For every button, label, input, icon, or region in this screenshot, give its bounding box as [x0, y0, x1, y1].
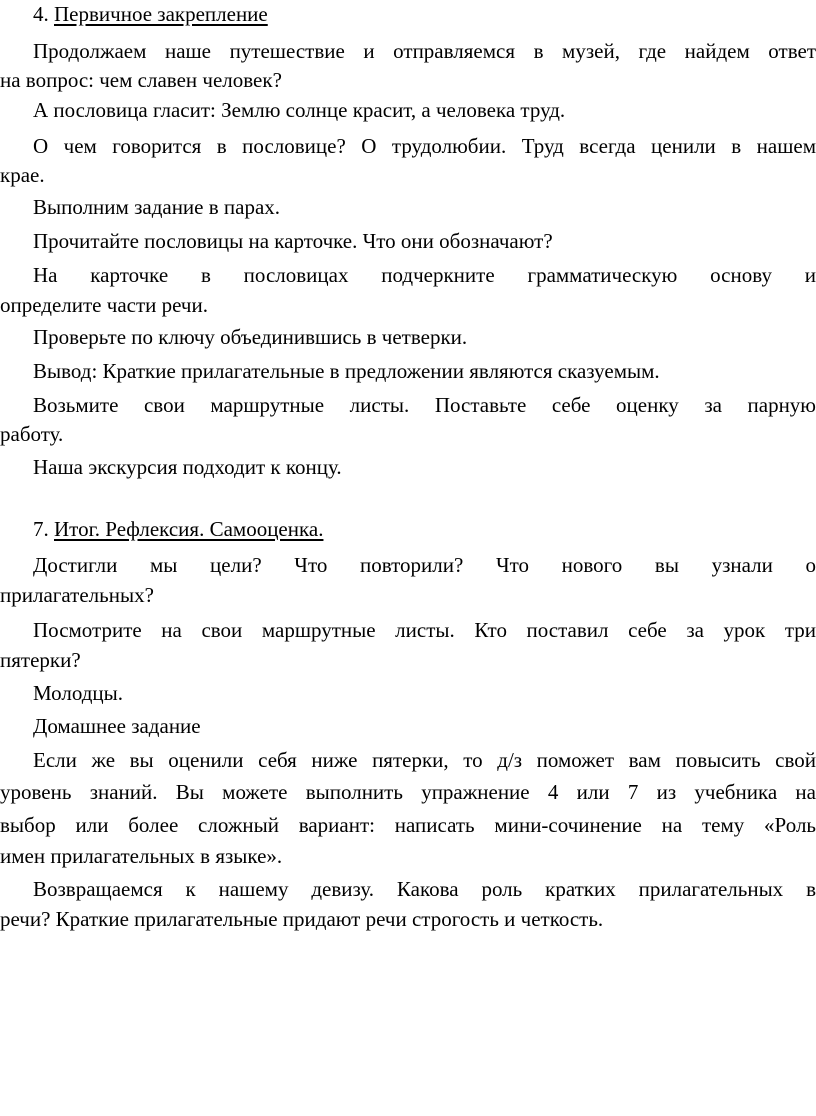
paragraph-line: выбор или более сложный вариант: написать мини-сочинение на тему «Роль	[0, 813, 816, 837]
paragraph-line: Возьмите свои маршрутные листы. Поставьте себе оценку за парную	[33, 393, 816, 417]
paragraph-line: Наша экскурсия подходит к концу.	[33, 455, 342, 479]
paragraph-line: А пословица гласит: Землю солнце красит, а человека труд.	[33, 98, 566, 122]
paragraph-line: речи? Краткие прилагательные придают речи строгость и четкость.	[0, 907, 604, 931]
paragraph-line: Продолжаем наше путешествие и отправляемся в музей, где найдем ответ	[33, 39, 816, 63]
paragraph-line: на вопрос: чем славен человек?	[0, 68, 282, 92]
section-4-number: 4.	[33, 2, 49, 26]
paragraph-line: Если же вы оценили себя ниже пятерки, то д/з поможет вам повысить свой	[33, 748, 816, 772]
paragraph-line: Проверьте по ключу объединившись в четверки.	[33, 325, 468, 349]
paragraph-line: Молодцы.	[33, 681, 124, 705]
section-7-heading	[0, 516, 816, 542]
paragraph-line: Прочитайте пословицы на карточке. Что они обозначают?	[33, 229, 553, 253]
paragraph-line: уровень знаний. Вы можете выполнить упражнение 4 или 7 из учебника на	[0, 780, 816, 804]
section-7-number: 7.	[33, 517, 49, 541]
paragraph-line: прилагательных?	[0, 583, 154, 607]
paragraph-line: крае.	[0, 163, 45, 187]
paragraph-line: Достигли мы цели? Что повторили? Что нового вы узнали о	[33, 553, 816, 577]
section-4-title: Первичное закрепление	[54, 2, 268, 26]
paragraph-line: О чем говорится в пословице? О трудолюбии. Труд всегда ценили в нашем	[33, 134, 816, 158]
section-4-heading	[0, 1, 816, 27]
paragraph-line: Домашнее задание	[33, 714, 201, 738]
paragraph-line: Возвращаемся к нашему девизу. Какова роль кратких прилагательных в	[33, 877, 816, 901]
paragraph-line: На карточке в пословицах подчеркните грамматическую основу и	[33, 263, 816, 287]
paragraph-line: Выполним задание в парах.	[33, 195, 281, 219]
paragraph-line: Посмотрите на свои маршрутные листы. Кто поставил себе за урок три	[33, 618, 816, 642]
paragraph-line: определите части речи.	[0, 293, 208, 317]
paragraph-line: пятерки?	[0, 648, 81, 672]
paragraph-line: имен прилагательных в языке».	[0, 844, 283, 868]
paragraph-line: работу.	[0, 422, 64, 446]
paragraph-line: Вывод: Краткие прилагательные в предложении являются сказуемым.	[33, 359, 660, 383]
section-7-title: Итог. Рефлексия. Самооценка.	[54, 517, 324, 541]
